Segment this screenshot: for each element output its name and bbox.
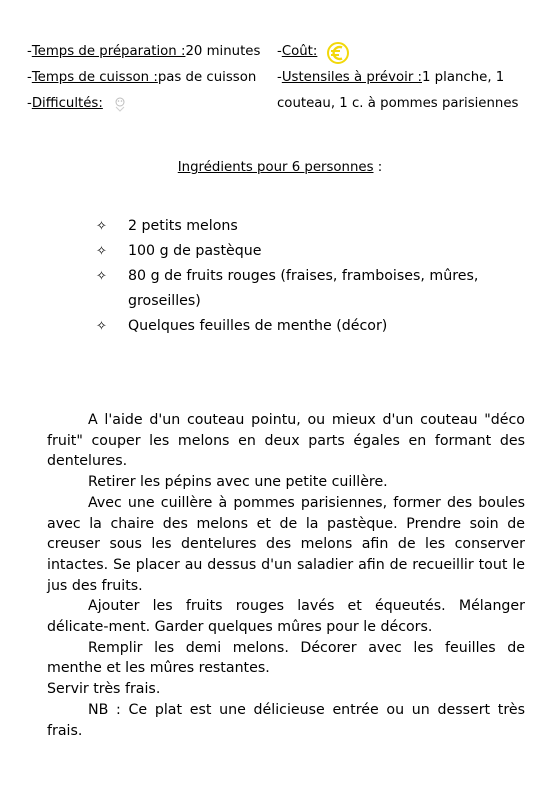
tools-value-1: 1 planche, 1 [422, 70, 505, 85]
method-step-3: Avec une cuillère à pommes parisiennes, former des boules avec la chaire des melons et de la pastèque. Prendre soin de creuser sous les dentelures des melons afin de les conserver intactes. Se placer au dessus d'un saladier afin de recueillir tout le jus des fruits. [47, 494, 525, 594]
list-item [96, 314, 516, 339]
ingredients-title-suffix: : [373, 160, 383, 175]
ingredient-text: 80 g de fruits rouges (fraises, framboises, mûres, groseilles) [128, 268, 479, 309]
cost-row [277, 39, 518, 65]
tools-row-2 [277, 91, 518, 117]
recipe-info-left [27, 39, 260, 117]
method-step-6: Servir très frais. [47, 681, 161, 698]
recipe-info-right [277, 39, 518, 117]
note-label: NB : [88, 701, 121, 718]
dash: - [27, 70, 32, 85]
prep-time-row [27, 39, 260, 65]
ingredients-title [0, 158, 560, 178]
cost-label: Coût: [281, 44, 318, 59]
dash: - [27, 96, 32, 111]
method-step-2: Retirer les pépins avec une petite cuillère. [88, 474, 388, 491]
cook-time-value: pas de cuisson [157, 70, 257, 85]
star-bullet-icon: ✧ [96, 244, 107, 259]
tools-value-2: couteau, 1 c. à pommes parisiennes [277, 96, 519, 111]
method-step-1: A l'aide d'un couteau pointu, ou mieux d'un couteau "déco fruit" couper les melons en deux parts égales en formant des dentelures. [47, 412, 525, 470]
tools-label: Ustensiles à prévoir : [281, 70, 422, 85]
difficulty-icon [113, 96, 127, 112]
prep-time-label: Temps de préparation : [31, 44, 186, 59]
ingredients-title-text: Ingrédients pour 6 personnes [177, 160, 374, 175]
ingredients-list [96, 214, 516, 339]
ingredient-text: Quelques feuilles de menthe (décor) [128, 318, 388, 334]
cook-time-row [27, 65, 260, 91]
euro-coin-icon [325, 39, 351, 65]
tools-row [277, 65, 518, 91]
ingredient-text: 2 petits melons [128, 218, 238, 234]
star-bullet-icon: ✧ [96, 269, 107, 284]
method-step-5: Remplir les demi melons. Décorer avec les feuilles de menthe et les mûres restantes. [47, 639, 525, 677]
list-item [96, 239, 516, 264]
dash: - [277, 44, 282, 59]
difficulty-row [27, 91, 260, 117]
dash: - [27, 44, 32, 59]
list-item [96, 264, 516, 314]
star-bullet-icon: ✧ [96, 219, 107, 234]
dash: - [277, 70, 282, 85]
cook-time-label: Temps de cuisson : [31, 70, 158, 85]
method-step-4: Ajouter les fruits rouges lavés et équeutés. Mélanger délicate-ment. Garder quelques mûres pour le décors. [47, 598, 525, 636]
star-bullet-icon: ✧ [96, 319, 107, 334]
ingredient-text: 100 g de pastèque [128, 243, 262, 259]
difficulty-label: Difficultés: [31, 96, 103, 111]
prep-time-value: 20 minutes [185, 44, 261, 59]
method-note [47, 700, 525, 741]
note-text: Ce plat est une délicieuse entrée ou un dessert très frais. [47, 701, 525, 739]
list-item [96, 214, 516, 239]
method-text [47, 410, 525, 741]
